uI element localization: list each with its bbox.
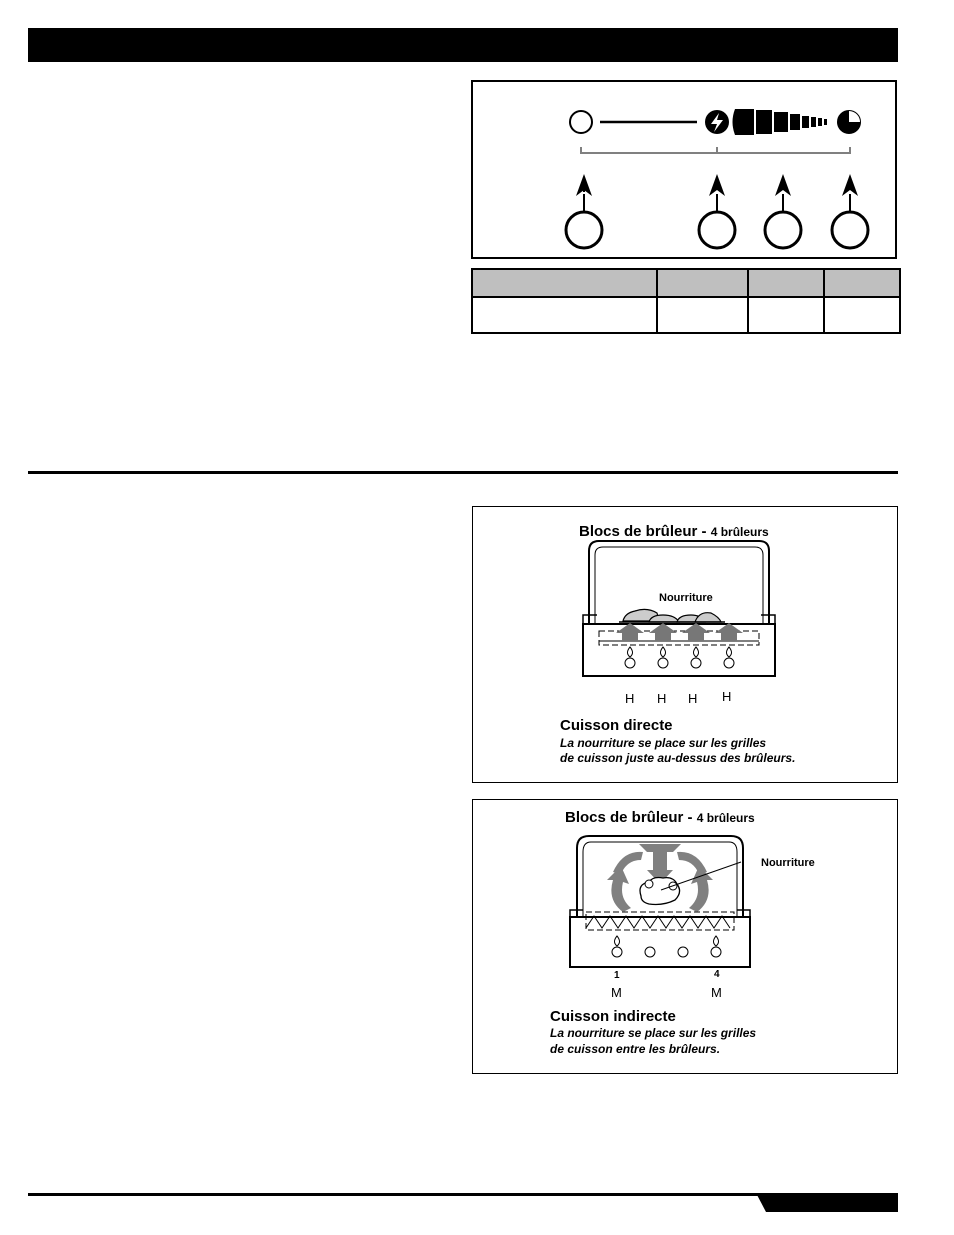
burner-number-label: 1 bbox=[614, 970, 620, 981]
caption-line: La nourriture se place sur les grilles bbox=[560, 736, 767, 750]
figure-title: Blocs de brûleur - 4 brûleurs bbox=[565, 809, 755, 826]
burner-setting-label: H bbox=[625, 691, 635, 706]
page-tab bbox=[756, 1193, 898, 1212]
food-label: Nourriture bbox=[761, 857, 815, 869]
callout-1 bbox=[566, 174, 602, 248]
low-setting-icon bbox=[838, 111, 860, 133]
burner-setting-label: H bbox=[688, 691, 698, 706]
food-icon bbox=[640, 878, 680, 905]
caption-line: de cuisson entre les brûleurs. bbox=[550, 1042, 721, 1056]
table-cell bbox=[824, 297, 900, 333]
burner-setting-label: H bbox=[722, 689, 732, 704]
callout-3 bbox=[765, 174, 801, 248]
header-bar bbox=[28, 28, 898, 62]
figure-title: Blocs de brûleur - 4 brûleurs bbox=[579, 523, 769, 540]
caption-title: Cuisson indirecte bbox=[550, 1008, 676, 1025]
table-cell bbox=[657, 297, 748, 333]
table-header-cell bbox=[472, 269, 657, 297]
food-label: Nourriture bbox=[659, 592, 713, 604]
flame-wedge-icon bbox=[733, 109, 828, 135]
table-header-row bbox=[472, 269, 900, 297]
knob-diagram bbox=[471, 80, 897, 259]
table-header-cell bbox=[824, 269, 900, 297]
callout-2 bbox=[699, 174, 735, 248]
indirect-cooking-figure bbox=[472, 799, 898, 1074]
section-divider bbox=[28, 471, 898, 474]
table-cell bbox=[472, 297, 657, 333]
burner-setting-label: H bbox=[657, 691, 667, 706]
caption-line: La nourriture se place sur les grilles bbox=[550, 1026, 757, 1040]
table-header-cell bbox=[657, 269, 748, 297]
table-header-cell bbox=[748, 269, 824, 297]
settings-table bbox=[471, 268, 901, 334]
burner-setting-label: M bbox=[611, 985, 622, 1000]
caption-title: Cuisson directe bbox=[560, 717, 673, 734]
off-circle-icon bbox=[570, 111, 592, 133]
caption-line: de cuisson juste au-dessus des brûleurs. bbox=[560, 751, 796, 765]
table-row bbox=[472, 297, 900, 333]
direct-cooking-figure bbox=[472, 506, 898, 783]
callout-4 bbox=[832, 174, 868, 248]
table-cell bbox=[748, 297, 824, 333]
burner-setting-label: M bbox=[711, 985, 722, 1000]
burner-number-label: 4 bbox=[714, 969, 720, 980]
ignition-flame-icon bbox=[705, 110, 729, 134]
